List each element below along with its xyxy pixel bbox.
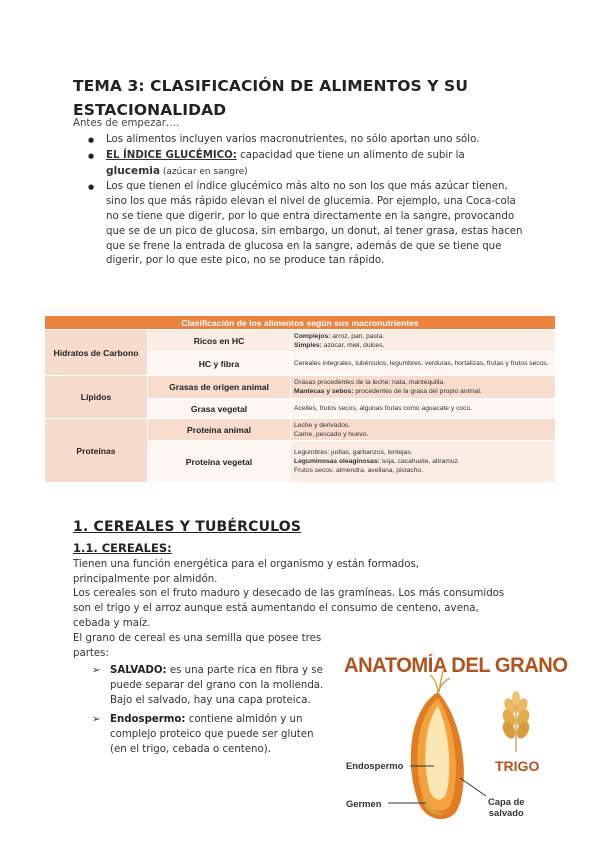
intro-bullet-list [88,133,528,270]
subcategory-cell: Proteína vegetal [148,441,291,483]
glycemic-index-term: EL ÍNDICE GLUCÉMICO: [106,149,237,161]
paragraph: El grano de cereal es una semilla que posee tres partes: [73,633,322,659]
label-trigo: TRIGO [495,758,540,774]
list-item: ➢ SALVADO: es una parte rica en fibra y se puede separar del grano con la molienda. Bajo el salvado, hay una capa proteica. [92,663,332,708]
list-item [88,180,528,269]
page-title: TEMA 3: CLASIFICACIÓN DE ALIMENTOS Y SU ESTACIONALIDAD [73,77,469,119]
macronutrient-table [44,315,556,483]
list-item [88,133,528,148]
bullet-text: Los alimentos incluyen varios macronutrientes, no sólo aportan uno sólo. [106,134,480,145]
grain-cross-section-icon [411,668,464,819]
figure-title: ANATOMÍA DEL GRANO [344,654,568,677]
detail-cell: Legumbres: judías, garbanzos, lentejas. Leguminosas oleaginosas: soja, cacahuete, altramuz. Frutos secos: almendra, avellana, pistacho. [291,441,556,483]
detail-cell: Grasas procedentes de la leche: nata, mantequilla. Mantecas y sebos: procedentes de la grasa del propio animal. [291,376,556,399]
wheat-ear-icon [500,691,532,752]
subcategory-cell: Grasa vegetal [148,399,291,419]
detail-cell: Cereales integrales, tubérculos, legumbres, verduras, hortalizas, frutas y frutos secos. [291,352,556,376]
bran-leader-line [460,778,486,796]
subcategory-cell: HC y fibra [148,352,291,376]
label-germen: Germen [346,798,382,809]
paragraph: Los cereales son el fruto maduro y desecado de las gramíneas. Los más consumidos son el trigo y el arroz aunque está aumentando el consumo de centeno, avena, cebada y maíz. [73,588,505,629]
detail-cell: Leche y derivados. Carne, pescado y huevo. [291,419,556,441]
label-endospermo: Endospermo [346,760,404,771]
intro-text: Antes de empezar…. [73,118,180,129]
bullet-text: Los que tienen el índice glucémico más alto no son los que más azúcar tienen, sino los que más rápido elevan el nivel de glucemia. Por ejemplo, una Coca-cola no se tiene que digerir, por lo que entra directamente en la sangre, provocando que se de un pico de glucosa, sin embargo, un donut, al tener grasa, estas hacen que se frene la entrada de glucosa en la sangre, además de que se tiene que digerir, por lo que este pico, no se produce tan rápido. [106,181,523,267]
detail-cell: Aceites, frutos secos, algunas frutas como aguacate y coco. [291,399,556,419]
section-heading: 1. CEREALES Y TUBÉRCULOS [73,519,302,535]
subcategory-cell: Ricos en HC [148,330,291,352]
label-capa-salvado: Capa de salvado [488,796,525,818]
category-hc: Hidratos de Carbono [45,330,148,376]
grain-anatomy-figure [338,648,568,828]
subcategory-cell: Grasas de origen animal [148,376,291,399]
category-proteinas: Proteínas [45,419,148,483]
subcategory-cell: Proteína animal [148,419,291,441]
bullet-text: capacidad que tiene un alimento de subir la [236,149,465,161]
glucemia-term: glucemia [106,164,161,177]
detail-cell: Complejos: arroz, pan, pasta. Simples: azúcar, miel, dulces. [291,330,556,352]
table-header: Clasificación de los alimentos según sus macronutrientes [45,316,556,330]
subsection-heading: 1.1. CEREALES: [73,541,172,555]
bullet-note: (azúcar en sangre) [160,166,248,177]
list-item: ➢ Endospermo: contiene almidón y un complejo proteico que puede ser gluten (en el trigo, cebada o centeno). [92,712,332,757]
paragraph: Tienen una función energética para el organismo y están formados, principalmente por almidón. [73,559,419,585]
grain-parts-list [92,663,332,761]
category-lipidos: Lípidos [45,376,148,419]
list-item [88,149,528,180]
